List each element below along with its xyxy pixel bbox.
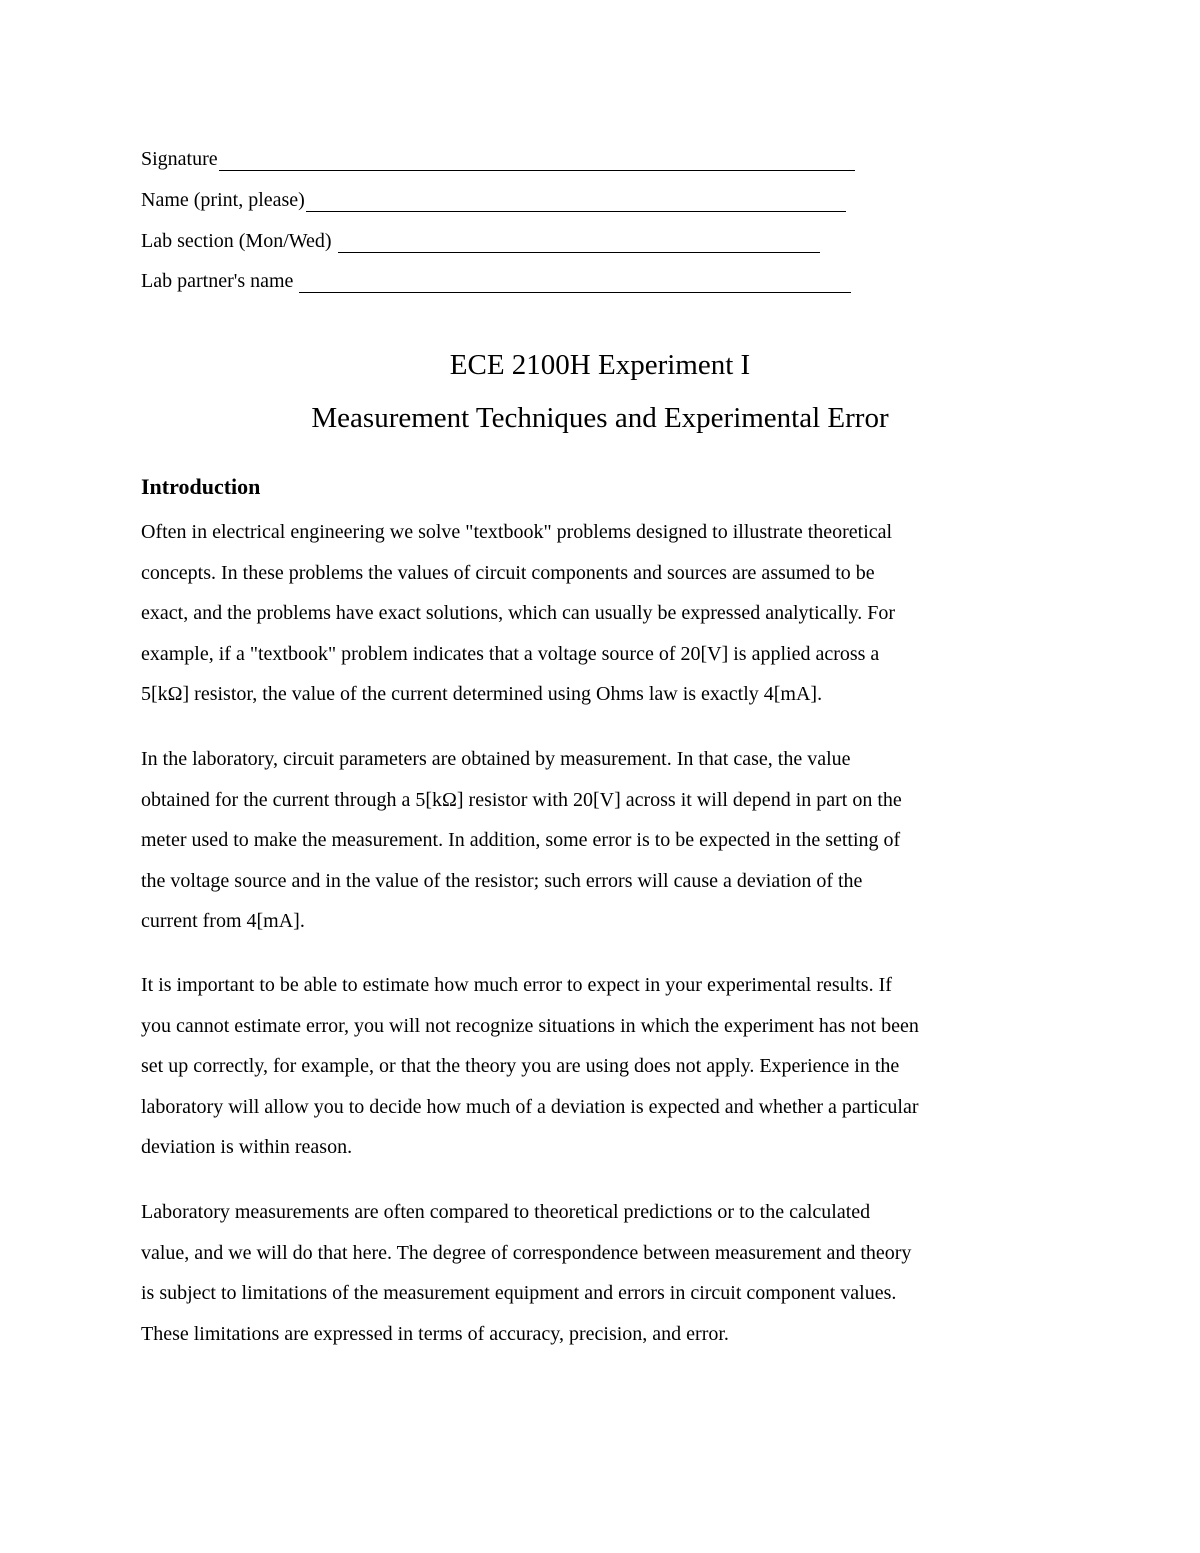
signature-field xyxy=(141,143,855,171)
lab-section-blank-line xyxy=(338,230,820,253)
text-line: is subject to limitations of the measurement equipment and errors in circuit component values. xyxy=(141,1282,897,1304)
text-line: obtained for the current through a 5[kΩ] resistor with 20[V] across it will depend in part on the xyxy=(141,788,902,811)
name-label: Name (print, please) xyxy=(141,189,305,211)
text-line: the voltage source and in the value of the resistor; such errors will cause a deviation of the xyxy=(141,869,863,892)
text-line: meter used to make the measurement. In addition, some error is to be expected in the setting of xyxy=(141,829,901,851)
section-heading-introduction: Introduction xyxy=(141,474,261,499)
signature-label: Signature xyxy=(141,148,218,170)
paragraph xyxy=(141,739,1061,942)
lab-section-field xyxy=(141,225,820,253)
text-line: example, if a "textbook" problem indicates that a voltage source of 20[V] is applied across a xyxy=(141,642,880,665)
text-line: you cannot estimate error, you will not recognize situations in which the experiment has not been xyxy=(141,1014,919,1037)
text-line: set up correctly, for example, or that the theory you are using does not apply. Experience in the xyxy=(141,1055,900,1077)
text-line: value, and we will do that here. The degree of correspondence between measurement and theory xyxy=(141,1241,912,1264)
name-field xyxy=(141,184,846,212)
paragraph xyxy=(141,512,1061,715)
lab-partner-label: Lab partner's name xyxy=(141,270,294,292)
document-subtitle: Measurement Techniques and Experimental Error xyxy=(311,402,889,434)
lab-partner-field xyxy=(141,265,851,293)
text-line: Laboratory measurements are often compared to theoretical predictions or to the calculated xyxy=(141,1201,871,1223)
text-line: Often in electrical engineering we solve "textbook" problems designed to illustrate theoretical xyxy=(141,521,893,543)
text-line: deviation is within reason. xyxy=(141,1136,353,1158)
document-title: ECE 2100H Experiment I xyxy=(449,349,751,381)
paragraph xyxy=(141,965,1061,1168)
name-blank-line xyxy=(306,189,846,212)
text-line: laboratory will allow you to decide how much of a deviation is expected and whether a particular xyxy=(141,1095,919,1118)
lab-section-label: Lab section (Mon/Wed) xyxy=(141,230,332,252)
text-line: current from 4[mA]. xyxy=(141,910,305,932)
text-line: 5[kΩ] resistor, the value of the current determined using Ohms law is exactly 4[mA]. xyxy=(141,683,823,705)
signature-blank-line xyxy=(219,148,855,171)
lab-partner-blank-line xyxy=(299,270,851,293)
text-line: In the laboratory, circuit parameters are obtained by measurement. In that case, the value xyxy=(141,748,851,770)
paragraph xyxy=(141,1192,1061,1354)
text-line: concepts. In these problems the values of circuit components and sources are assumed to be xyxy=(141,561,875,584)
text-line: It is important to be able to estimate how much error to expect in your experimental results. If xyxy=(141,974,892,996)
text-line: exact, and the problems have exact solutions, which can usually be expressed analytically. For xyxy=(141,602,896,624)
text-line: These limitations are expressed in terms of accuracy, precision, and error. xyxy=(141,1322,729,1345)
